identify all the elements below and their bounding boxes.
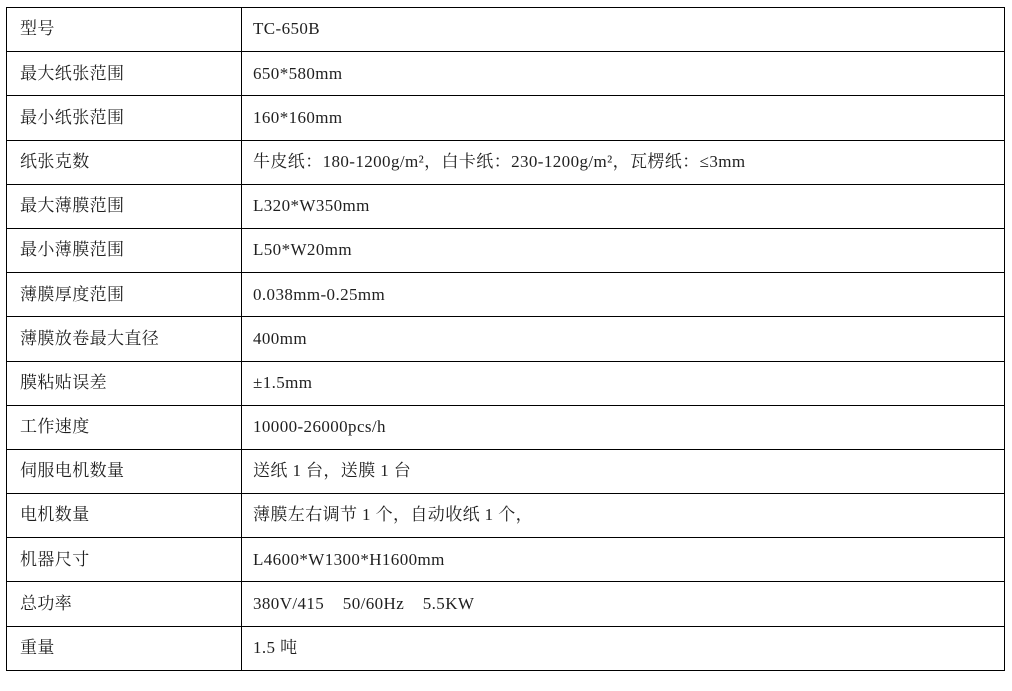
spec-value-min-film-range: L50*W20mm bbox=[242, 228, 1005, 272]
spec-value-total-power: 380V/415 50/60Hz 5.5KW bbox=[242, 582, 1005, 626]
spec-label-model: 型号 bbox=[7, 8, 242, 52]
spec-table-body bbox=[7, 8, 1005, 671]
spec-table bbox=[6, 7, 1005, 671]
spec-label-min-paper-range: 最小纸张范围 bbox=[7, 96, 242, 140]
spec-label-max-film-range: 最大薄膜范围 bbox=[7, 184, 242, 228]
spec-value-working-speed: 10000-26000pcs/h bbox=[242, 405, 1005, 449]
table-row bbox=[7, 494, 1005, 538]
spec-label-working-speed: 工作速度 bbox=[7, 405, 242, 449]
table-row bbox=[7, 538, 1005, 582]
spec-value-servo-motor-count: 送纸 1 台，送膜 1 台 bbox=[242, 449, 1005, 493]
spec-value-max-film-range: L320*W350mm bbox=[242, 184, 1005, 228]
spec-value-weight: 1.5 吨 bbox=[242, 626, 1005, 670]
spec-value-film-thickness-range: 0.038mm-0.25mm bbox=[242, 273, 1005, 317]
spec-label-machine-size: 机器尺寸 bbox=[7, 538, 242, 582]
spec-value-film-paste-tolerance: ±1.5mm bbox=[242, 361, 1005, 405]
spec-value-min-paper-range: 160*160mm bbox=[242, 96, 1005, 140]
spec-label-paper-weight: 纸张克数 bbox=[7, 140, 242, 184]
table-row bbox=[7, 626, 1005, 670]
table-row bbox=[7, 405, 1005, 449]
spec-label-film-unwind-max-diameter: 薄膜放卷最大直径 bbox=[7, 317, 242, 361]
table-row bbox=[7, 8, 1005, 52]
table-row bbox=[7, 273, 1005, 317]
table-row bbox=[7, 140, 1005, 184]
spec-label-min-film-range: 最小薄膜范围 bbox=[7, 228, 242, 272]
spec-label-servo-motor-count: 伺服电机数量 bbox=[7, 449, 242, 493]
spec-label-motor-count: 电机数量 bbox=[7, 494, 242, 538]
spec-value-paper-weight: 牛皮纸：180-1200g/m²，白卡纸：230-1200g/m²，瓦楞纸：≤3mm bbox=[242, 140, 1005, 184]
spec-label-weight: 重量 bbox=[7, 626, 242, 670]
table-row bbox=[7, 582, 1005, 626]
spec-value-motor-count: 薄膜左右调节 1 个，自动收纸 1 个， bbox=[242, 494, 1005, 538]
table-row bbox=[7, 96, 1005, 140]
spec-value-model: TC-650B bbox=[242, 8, 1005, 52]
spec-label-max-paper-range: 最大纸张范围 bbox=[7, 52, 242, 96]
table-row bbox=[7, 361, 1005, 405]
table-row bbox=[7, 317, 1005, 361]
spec-value-machine-size: L4600*W1300*H1600mm bbox=[242, 538, 1005, 582]
table-row bbox=[7, 52, 1005, 96]
table-row bbox=[7, 449, 1005, 493]
spec-label-film-thickness-range: 薄膜厚度范围 bbox=[7, 273, 242, 317]
spec-label-film-paste-tolerance: 膜粘贴误差 bbox=[7, 361, 242, 405]
spec-value-max-paper-range: 650*580mm bbox=[242, 52, 1005, 96]
spec-label-total-power: 总功率 bbox=[7, 582, 242, 626]
table-row bbox=[7, 228, 1005, 272]
spec-value-film-unwind-max-diameter: 400mm bbox=[242, 317, 1005, 361]
table-row bbox=[7, 184, 1005, 228]
